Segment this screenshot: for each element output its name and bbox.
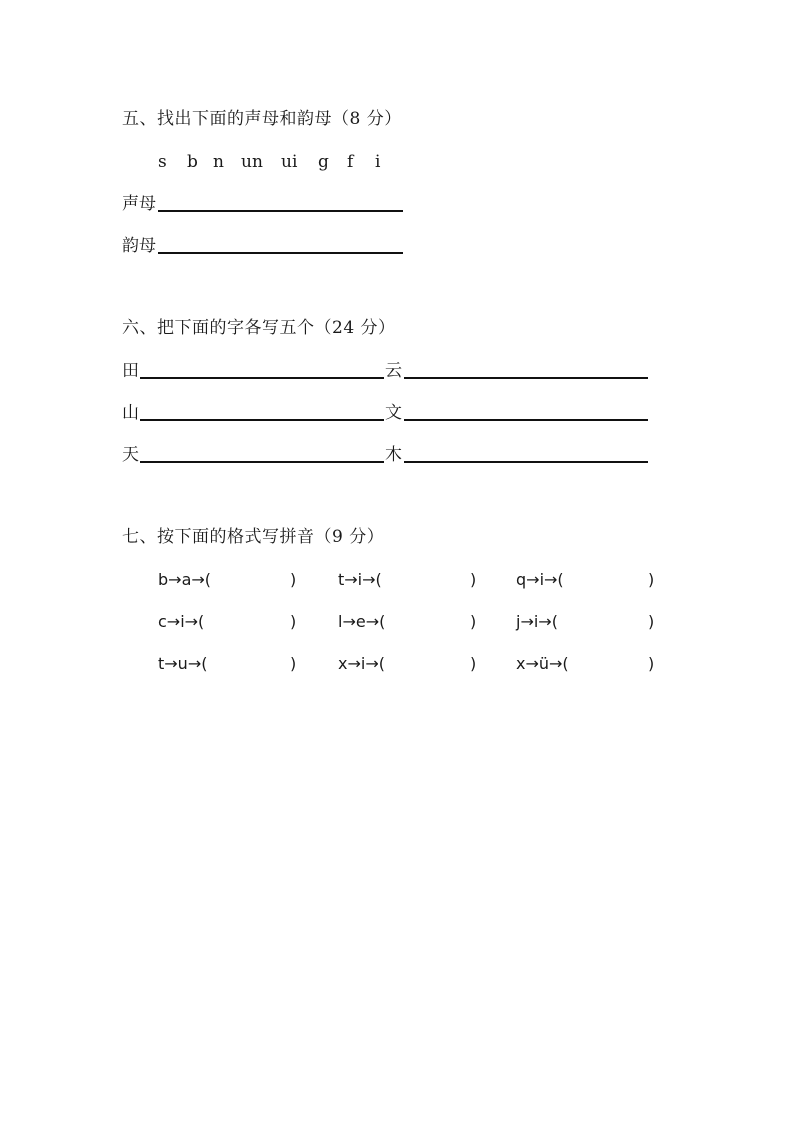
char-label: 天 [122, 445, 139, 465]
letter-item: i [375, 152, 381, 172]
char-answer-line[interactable] [140, 419, 384, 421]
pinyin-exercise: t→i→( [338, 570, 382, 589]
finals-label: 韵母 [122, 236, 156, 256]
pinyin-exercise: b→a→( [158, 570, 212, 589]
close-paren: ) [470, 570, 477, 589]
pinyin-exercise: c→i→( [158, 612, 205, 631]
char-label: 文 [385, 403, 402, 423]
pinyin-exercise: l→e→( [338, 612, 386, 631]
char-answer-line[interactable] [404, 419, 648, 421]
section6-title: 六、把下面的字各写五个（24 分） [122, 318, 396, 338]
pinyin-exercise: j→i→( [516, 612, 558, 631]
section5-title: 五、找出下面的声母和韵母（8 分） [122, 109, 402, 129]
close-paren: ) [648, 612, 655, 631]
char-answer-line[interactable] [140, 461, 384, 463]
finals-answer-line[interactable] [158, 252, 403, 254]
pinyin-exercise: x→i→( [338, 654, 385, 673]
letter-item: g [318, 152, 329, 172]
close-paren: ) [290, 570, 297, 589]
close-paren: ) [648, 570, 655, 589]
char-answer-line[interactable] [140, 377, 384, 379]
char-answer-line[interactable] [404, 461, 648, 463]
char-answer-line[interactable] [404, 377, 648, 379]
char-label: 云 [385, 361, 402, 381]
section7-title: 七、按下面的格式写拼音（9 分） [122, 527, 385, 547]
close-paren: ) [470, 654, 477, 673]
char-label: 木 [385, 445, 402, 465]
letter-item: n [213, 152, 224, 172]
letter-item: ui [281, 152, 298, 172]
letter-item: un [241, 152, 263, 172]
close-paren: ) [290, 612, 297, 631]
close-paren: ) [648, 654, 655, 673]
char-label: 山 [122, 403, 139, 423]
pinyin-exercise: q→i→( [516, 570, 564, 589]
close-paren: ) [290, 654, 297, 673]
pinyin-exercise: x→ü→( [516, 654, 569, 673]
letter-item: f [347, 152, 354, 172]
initials-answer-line[interactable] [158, 210, 403, 212]
pinyin-exercise: t→u→( [158, 654, 208, 673]
initials-label: 声母 [122, 194, 156, 214]
letter-item: s [158, 152, 167, 172]
letter-item: b [187, 152, 198, 172]
char-label: 田 [122, 361, 139, 381]
close-paren: ) [470, 612, 477, 631]
